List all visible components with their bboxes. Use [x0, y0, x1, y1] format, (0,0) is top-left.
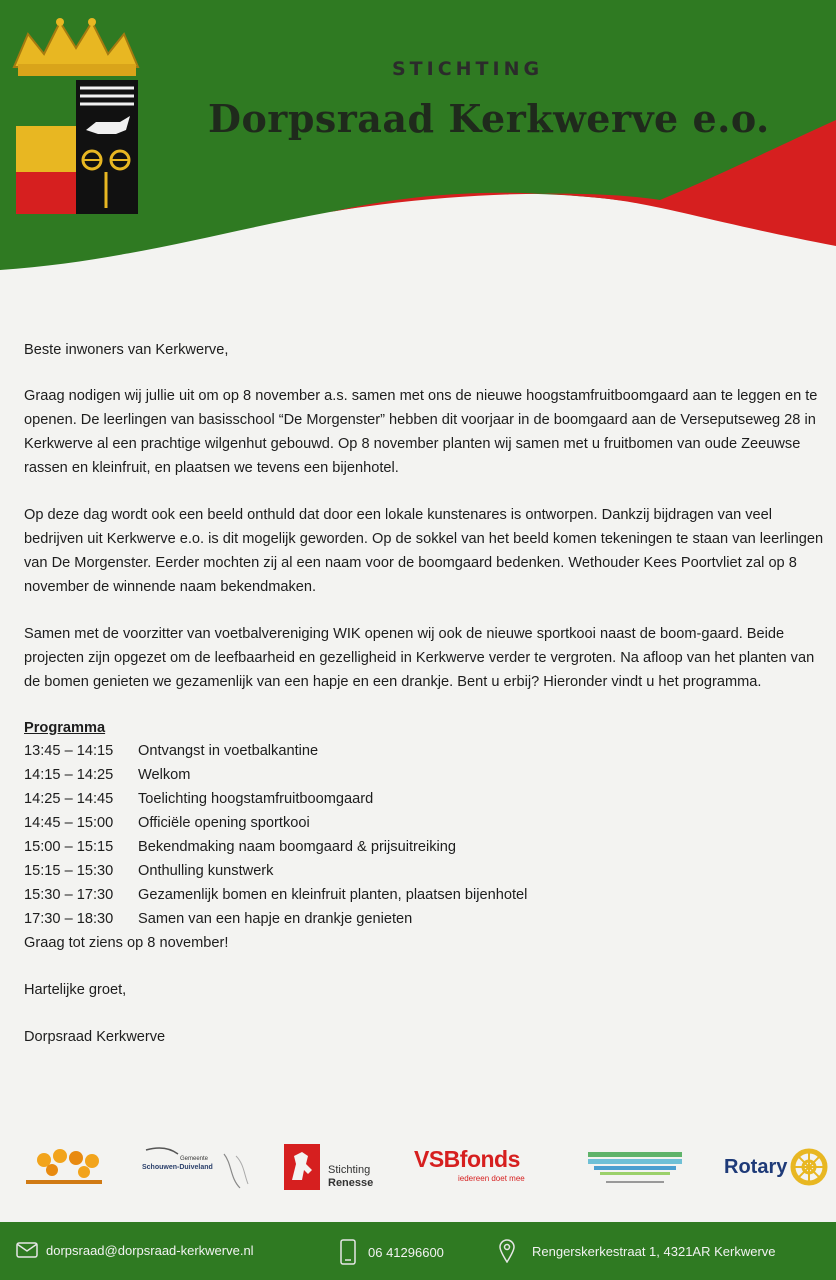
orange-flowers-logo-icon [22, 1148, 106, 1188]
programme-list [24, 739, 832, 931]
paragraph-invitation: Graag nodigen wij jullie uit om op 8 november a.s. samen met ons de nieuwe hoogstamfruitboomgaard aan te leggen en te openen. De leerlingen van basisschool “De Morgenster” hebben dit voorjaar in de boomgaard aan de Verseputseweg 28 in Kerkwerve al een prachtige wilgenhut gebouwd. Op 8 november planten wij samen met u fruitbomen van oude Zeeuwse rassen en kleinfruit, en plaatsen we tevens een bijenhotel. [24, 388, 818, 476]
gemeente-schouwen-duiveland-logo [140, 1144, 255, 1194]
rotary-wheel-icon [790, 1148, 828, 1186]
regards-line: Hartelijke groet, [24, 982, 127, 998]
footer-phone[interactable] [340, 1239, 444, 1265]
programme-title: Programma [24, 720, 106, 736]
location-pin-icon [498, 1239, 516, 1263]
org-subtitle: STICHTING [392, 58, 544, 80]
programme-time: 14:15 – 14:25 [24, 767, 114, 783]
programme-item: Onthulling kunstwerk [138, 863, 274, 879]
programme-row [24, 835, 832, 859]
footer-address-text: Rengerskerkestraat 1, 4321AR Kerkwerve [532, 1243, 776, 1259]
programme-item: Gezamenlijk bomen en kleinfruit planten, plaatsen bijenhotel [138, 887, 528, 903]
programme-item: Officiële opening sportkooi [138, 815, 310, 831]
programme-item: Welkom [138, 767, 191, 783]
footer-email[interactable] [16, 1242, 254, 1258]
envelope-icon [16, 1242, 38, 1258]
village-crest-icon [8, 12, 144, 217]
footer-email-text: dorpsraad@dorpsraad-kerkwerve.nl [46, 1242, 254, 1258]
rotary-logo [724, 1148, 832, 1192]
vsbfonds-logo [414, 1146, 554, 1192]
programme-item: Toelichting hoogstamfruitboomgaard [138, 791, 374, 807]
programme-row [24, 907, 832, 931]
programme-time: 17:30 – 18:30 [24, 911, 114, 927]
rotary-text: Rotary [724, 1156, 788, 1178]
programme-time: 15:00 – 15:15 [24, 839, 114, 855]
gemeente-name-text: Schouwen-Duiveland [142, 1164, 213, 1171]
footer-address[interactable] [498, 1239, 776, 1263]
programme-time: 15:30 – 17:30 [24, 887, 114, 903]
gemeente-top-text: Gemeente [180, 1156, 209, 1162]
letterhead [0, 0, 836, 285]
stichting-renesse-line2: Renesse [328, 1177, 374, 1189]
phone-icon [340, 1239, 356, 1265]
programme-item: Samen van een hapje en drankje genieten [138, 911, 413, 927]
programme-row [24, 883, 832, 907]
letter-body [24, 338, 832, 1072]
programme-time: 13:45 – 14:15 [24, 743, 114, 759]
org-title: Dorpsraad Kerkwerve e.o. [208, 96, 770, 141]
renesse-lion-icon [284, 1144, 320, 1190]
stichting-renesse-line1: Stichting [328, 1164, 371, 1176]
programme-row [24, 763, 832, 787]
greeting: Beste inwoners van Kerkwerve, [24, 342, 229, 358]
programme-item: Bekendmaking naam boomgaard & prijsuitreiking [138, 839, 456, 855]
vsbfonds-tagline: iedereen doet mee [458, 1174, 525, 1183]
programme-row [24, 859, 832, 883]
paragraph-sportkooi: Samen met de voorzitter van voetbalvereniging WIK openen wij ook de nieuwe sportkooi naast de boom-gaard. Beide projecten zijn opgezet om de leefbaarheid en gezelligheid in Kerkwerve verder te vergroten. Na afloop van het planten van de bomen genieten we gezamenlijk van een hapje en een drankje. Bent u erbij? Hieronder vindt u het programma. [24, 626, 815, 690]
programme-time: 14:25 – 14:45 [24, 791, 114, 807]
footer-phone-text: 06 41296600 [368, 1244, 444, 1260]
vsbfonds-name: VSBfonds [414, 1146, 520, 1172]
see-you-line: Graag tot ziens op 8 november! [24, 935, 229, 951]
programme-time: 14:45 – 15:00 [24, 815, 114, 831]
programme-row [24, 787, 832, 811]
programme-row [24, 739, 832, 763]
programme-row [24, 811, 832, 835]
programme-item: Ontvangst in voetbalkantine [138, 743, 319, 759]
contact-footer [0, 1222, 836, 1280]
paragraph-sculpture: Op deze dag wordt ook een beeld onthuld dat door een lokale kunstenares is ontworpen. Dankzij bijdragen van veel bedrijven uit Kerkwerve e.o. is dit mogelijk geworden. Op de sokkel van het beeld komen tekeningen te staan van leerlingen van De Morgenster. Eerder mochten zij al een naam voor de boomgaard bedenken. Wethouder Kees Poortvliet zal op 8 november de winnende naam bekendmaken. [24, 507, 824, 595]
programme-time: 15:15 – 15:30 [24, 863, 114, 879]
stichting-renesse-logo [284, 1144, 394, 1194]
landscape-fund-logo-icon [586, 1146, 684, 1188]
sponsor-logos [0, 1140, 836, 1200]
signature: Dorpsraad Kerkwerve [24, 1029, 166, 1045]
